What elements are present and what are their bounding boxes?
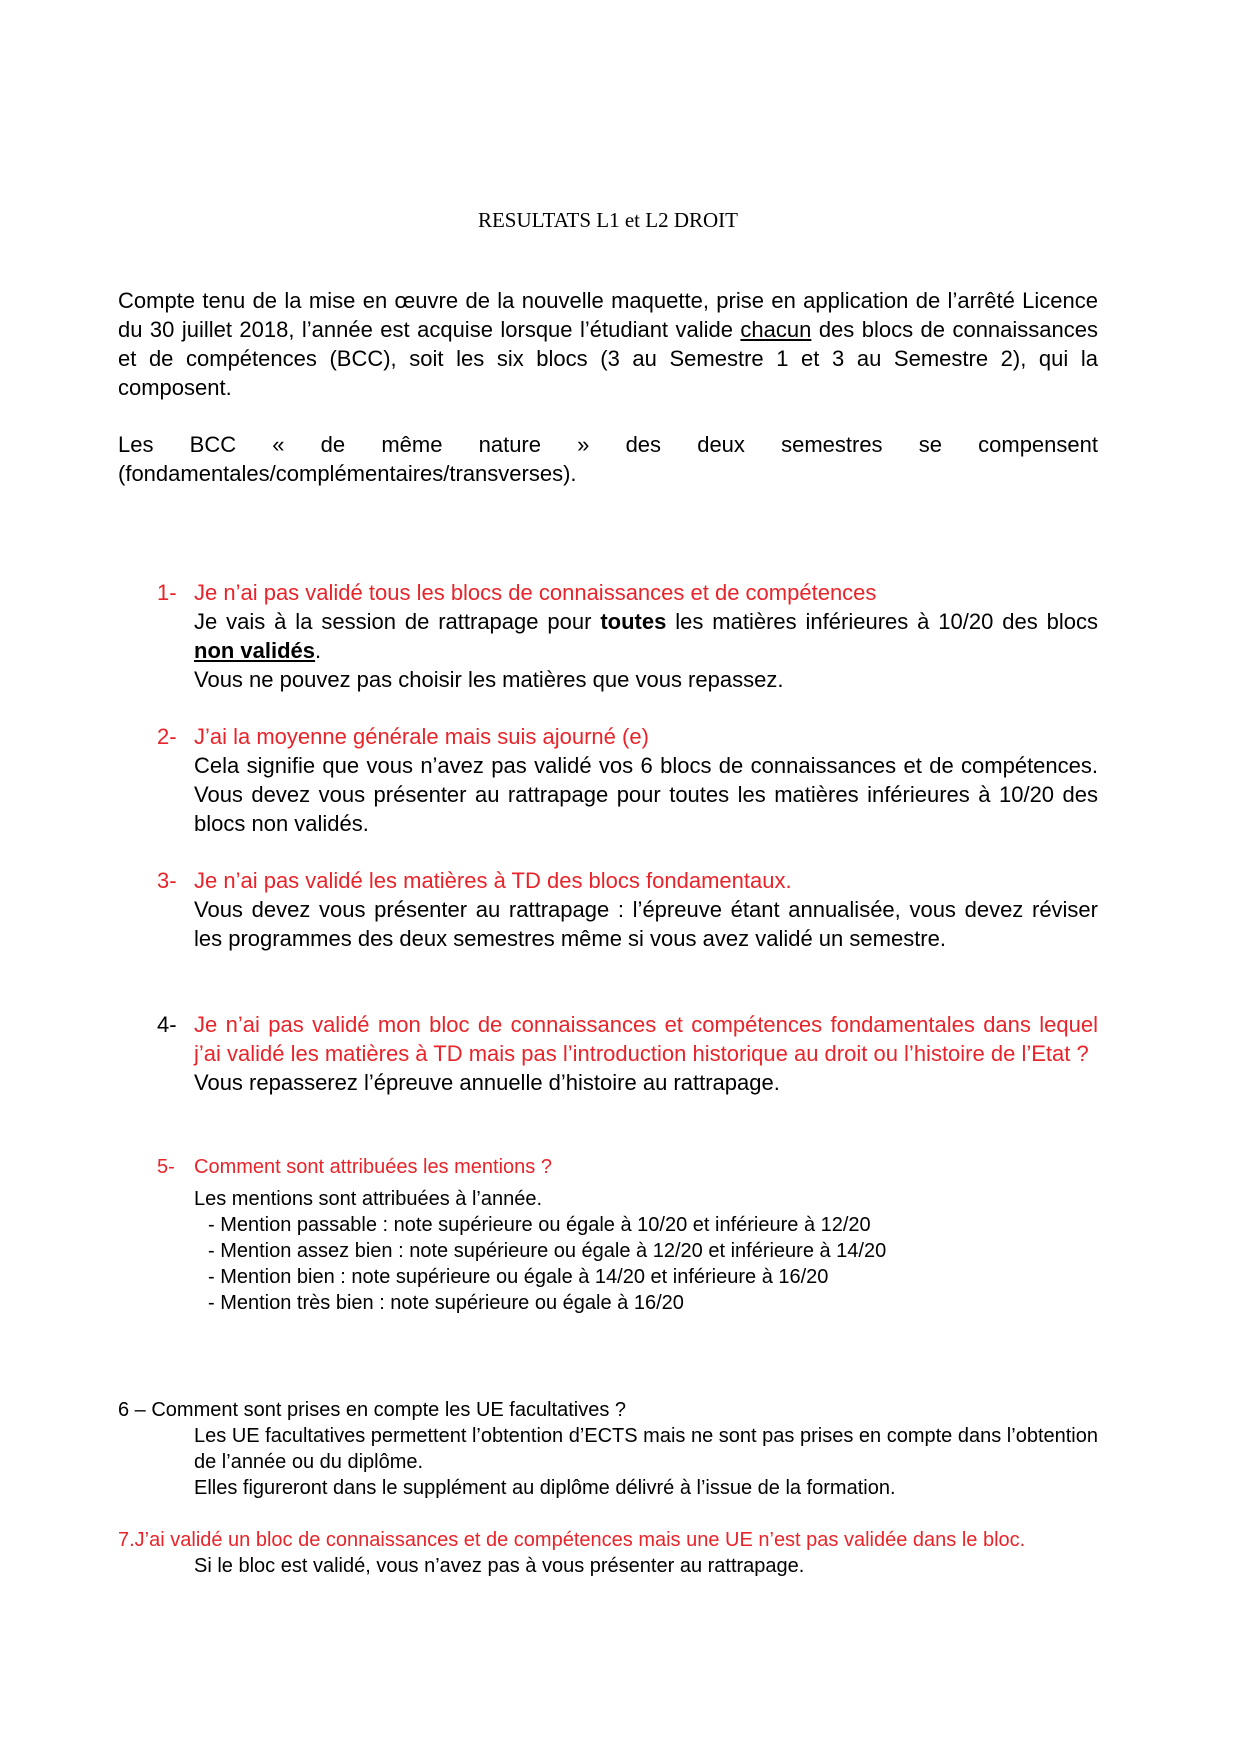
intro-text-b: des blocs de connaissances et de compétences (BCC), soit les six blocs (3 au Semestre 1 et 3 au Semestre 2), qui la composent. (118, 317, 1098, 400)
item-answer: Cela signifie que vous n’avez pas validé vos 6 blocs de connaissances et de compétences. Vous devez vous présenter au rattrapage pour toutes les matières inférieures à 10/20 des blocs non validés. (194, 753, 1098, 836)
answer-text: . (315, 638, 322, 663)
item-answer: Vous devez vous présenter au rattrapage : l’épreuve étant annualisée, vous devez réviser les programmes des deux semestres même si vous avez validé un semestre. (194, 897, 1098, 951)
answer-bold: toutes (600, 609, 667, 634)
page-title: RESULTATS L1 et L2 DROIT (477, 208, 739, 232)
answer-bold-underlined: non validés (194, 638, 316, 663)
item-answer: Les UE facultatives permettent l’obtention d’ECTS mais ne sont pas prises en compte dans l’obtention de l’année ou du diplôme. (194, 1425, 1098, 1473)
item-answer (157, 607, 1098, 665)
faq-item-2 (157, 722, 1098, 838)
faq-item-3 (157, 866, 1098, 953)
intro-paragraph-2 (118, 430, 1098, 488)
item-number: 1- (157, 580, 177, 605)
faq-item-4 (157, 1010, 1098, 1097)
answer-text: les matières inférieures à 10/20 des blocs (666, 609, 1098, 634)
item-question: 6 – Comment sont prises en compte les UE facultatives ? (118, 1399, 627, 1421)
mentions-list (157, 1186, 1098, 1316)
mention-line: - Mention passable : note supérieure ou égale à 10/20 et inférieure à 12/20 (208, 1214, 871, 1236)
mention-line: - Mention bien : note supérieure ou égale à 14/20 et inférieure à 16/20 (208, 1266, 829, 1288)
intro-text-a: Compte tenu de la mise en œuvre de la nouvelle maquette, prise en application de l’arrêté Licence du 30 juillet 2018, l’année est acquise lorsque l’étudiant valide (118, 288, 1098, 342)
mention-line: - Mention très bien : note supérieure ou égale à 16/20 (208, 1292, 684, 1314)
mentions-intro: Les mentions sont attribuées à l’année. (194, 1188, 542, 1210)
faq-item-6 (118, 1397, 1098, 1501)
item-number: 2- (157, 724, 177, 749)
item-question: Je n’ai pas validé mon bloc de connaissances et compétences fondamentales dans lequel j’ai validé les matières à TD mais pas l’introduction historique au droit ou l’histoire de l’Etat ? (194, 1012, 1098, 1066)
faq-item-1 (157, 578, 1098, 694)
item-question: Je n’ai pas validé les matières à TD des blocs fondamentaux. (194, 868, 792, 893)
item-answer-2: Vous ne pouvez pas choisir les matières que vous repassez. (194, 667, 784, 692)
item-question: J’ai la moyenne générale mais suis ajourné (e) (194, 724, 649, 749)
faq-item-5 (157, 1154, 1098, 1316)
item-question: 7.J’ai validé un bloc de connaissances et de compétences mais une UE n’est pas validée dans le bloc. (118, 1529, 1026, 1551)
item-number: 4- (157, 1012, 177, 1037)
item-answer: Vous repasserez l’épreuve annuelle d’histoire au rattrapage. (194, 1070, 780, 1095)
item-number: 5- (157, 1156, 175, 1178)
item-answer-2: Elles figureront dans le supplément au diplôme délivré à l’issue de la formation. (194, 1477, 896, 1499)
intro-text-2: Les BCC « de même nature » des deux semestres se compensent (fondamentales/complémentaires/transverses). (118, 432, 1098, 486)
item-number: 3- (157, 868, 177, 893)
intro-paragraph-1 (118, 286, 1098, 402)
item-question: Comment sont attribuées les mentions ? (194, 1156, 552, 1178)
mention-line: - Mention assez bien : note supérieure ou égale à 12/20 et inférieure à 14/20 (208, 1240, 887, 1262)
intro-underlined-word: chacun (740, 317, 812, 342)
answer-text: Je vais à la session de rattrapage pour (194, 609, 601, 634)
faq-item-7 (118, 1527, 1098, 1579)
item-question: Je n’ai pas validé tous les blocs de connaissances et de compétences (194, 580, 877, 605)
item-answer: Si le bloc est validé, vous n’avez pas à vous présenter au rattrapage. (194, 1555, 805, 1577)
